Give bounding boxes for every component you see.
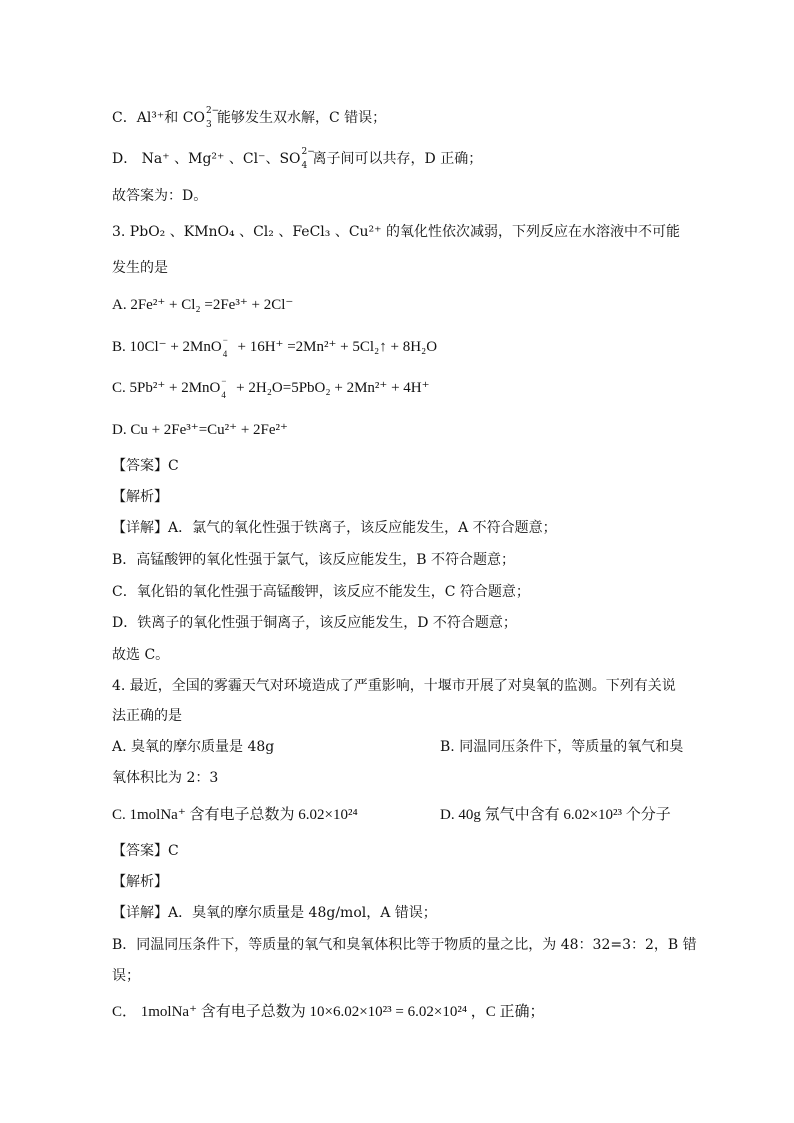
question-3-option-b bbox=[112, 337, 437, 357]
prev-answer-option-c bbox=[112, 108, 386, 128]
text-segment: + 2H₂O=5PbO₂ + 2Mn²⁺ + 4H⁺ bbox=[232, 380, 430, 396]
text-segment: 离子间可以共存，D 正确； bbox=[312, 151, 483, 167]
superscript: − bbox=[221, 376, 227, 386]
text-segment: + 16H⁺ =2Mn²⁺ + 5Cl₂↑ + 8H₂O bbox=[233, 339, 438, 355]
question-4-detail-b-line1: B．同温同压条件下，等质量的氧气和臭氧体积比等于物质的量之比，为 48：32=3：2，B 错 bbox=[112, 937, 697, 953]
question-4-option-d: D. 40g 氖气中含有 6.02×10²³ 个分子 bbox=[440, 807, 671, 823]
question-4-stem-line1: 4. 最近，全国的雾霾天气对环境造成了严重影响，十堰市开展了对臭氧的监测。下列有关说 bbox=[112, 678, 676, 694]
question-4-option-b-line1: B. 同温同压条件下，等质量的氧气和臭 bbox=[440, 739, 684, 755]
superscript: − bbox=[222, 335, 228, 345]
question-3-detail-c: C．氧化铅的氧化性强于高锰酸钾，该反应不能发生，C 符合题意； bbox=[112, 584, 530, 600]
question-3-stem-line2: 发生的是 bbox=[112, 260, 168, 276]
prev-answer-option-d bbox=[112, 149, 482, 169]
superscript: 2− bbox=[301, 147, 315, 157]
text-segment: D． Na⁺ 、Mg²⁺ 、Cl⁻、SO bbox=[112, 151, 301, 167]
question-3-detail-a: 【详解】A．氯气的氧化性强于铁离子，该反应能发生，A 不符合题意； bbox=[112, 520, 557, 536]
question-3-conclusion: 故选 C。 bbox=[112, 647, 170, 663]
subscript: 4 bbox=[221, 390, 226, 400]
ion-notation bbox=[205, 106, 220, 130]
ion-notation bbox=[222, 335, 234, 359]
question-3-option-c bbox=[112, 378, 430, 398]
question-3-answer: 【答案】C bbox=[112, 458, 179, 474]
subscript: 4 bbox=[222, 349, 228, 359]
question-3-analysis-heading: 【解析】 bbox=[112, 489, 168, 505]
ion-notation bbox=[220, 376, 232, 400]
question-3-detail-d: D．铁离子的氧化性强于铜离子，该反应能发生，D 不符合题意； bbox=[112, 615, 517, 631]
question-3-detail-b: B．高锰酸钾的氧化性强于氯气，该反应能发生，B 不符合题意； bbox=[112, 552, 516, 568]
question-4-answer: 【答案】C bbox=[112, 843, 179, 859]
question-4-detail-a: 【详解】A．臭氧的摩尔质量是 48g/mol，A 错误； bbox=[112, 905, 437, 921]
superscript: 2− bbox=[205, 106, 220, 116]
subscript: 4 bbox=[301, 161, 308, 171]
question-4-detail-b-line2: 误； bbox=[112, 968, 140, 984]
question-4-option-c: C. 1molNa⁺ 含有电子总数为 6.02×10²⁴ bbox=[112, 807, 358, 823]
text-segment: B. 10Cl⁻ + 2MnO bbox=[112, 339, 222, 355]
question-4-option-b-line2: 氧体积比为 2：3 bbox=[112, 770, 219, 786]
prev-conclusion: 故答案为：D。 bbox=[112, 188, 208, 204]
ion-notation bbox=[301, 147, 315, 171]
question-3-stem-line1: 3. PbO₂ 、KMnO₄ 、Cl₂ 、FeCl₃ 、Cu²⁺ 的氧化性依次减弱，下列反应在水溶液中不可能 bbox=[112, 224, 680, 240]
question-4-stem-line2: 法正确的是 bbox=[112, 708, 182, 724]
question-3-option-d: D. Cu + 2Fe³⁺=Cu²⁺ + 2Fe²⁺ bbox=[112, 422, 288, 438]
subscript: 3 bbox=[205, 120, 212, 130]
question-3-option-a: A. 2Fe²⁺ + Cl₂ =2Fe³⁺ + 2Cl⁻ bbox=[112, 297, 294, 313]
text-segment: C. 5Pb²⁺ + 2MnO bbox=[112, 380, 221, 396]
question-4-detail-c: C． 1molNa⁺ 含有电子总数为 10×6.02×10²³ = 6.02×10²⁴ ，C 正确； bbox=[112, 1004, 545, 1020]
question-4-analysis-heading: 【解析】 bbox=[112, 874, 168, 890]
text-segment: C．Al³⁺和 CO bbox=[112, 110, 205, 126]
text-segment: 能够发生双水解，C 错误； bbox=[216, 110, 387, 126]
question-4-option-a: A. 臭氧的摩尔质量是 48g bbox=[112, 739, 275, 755]
